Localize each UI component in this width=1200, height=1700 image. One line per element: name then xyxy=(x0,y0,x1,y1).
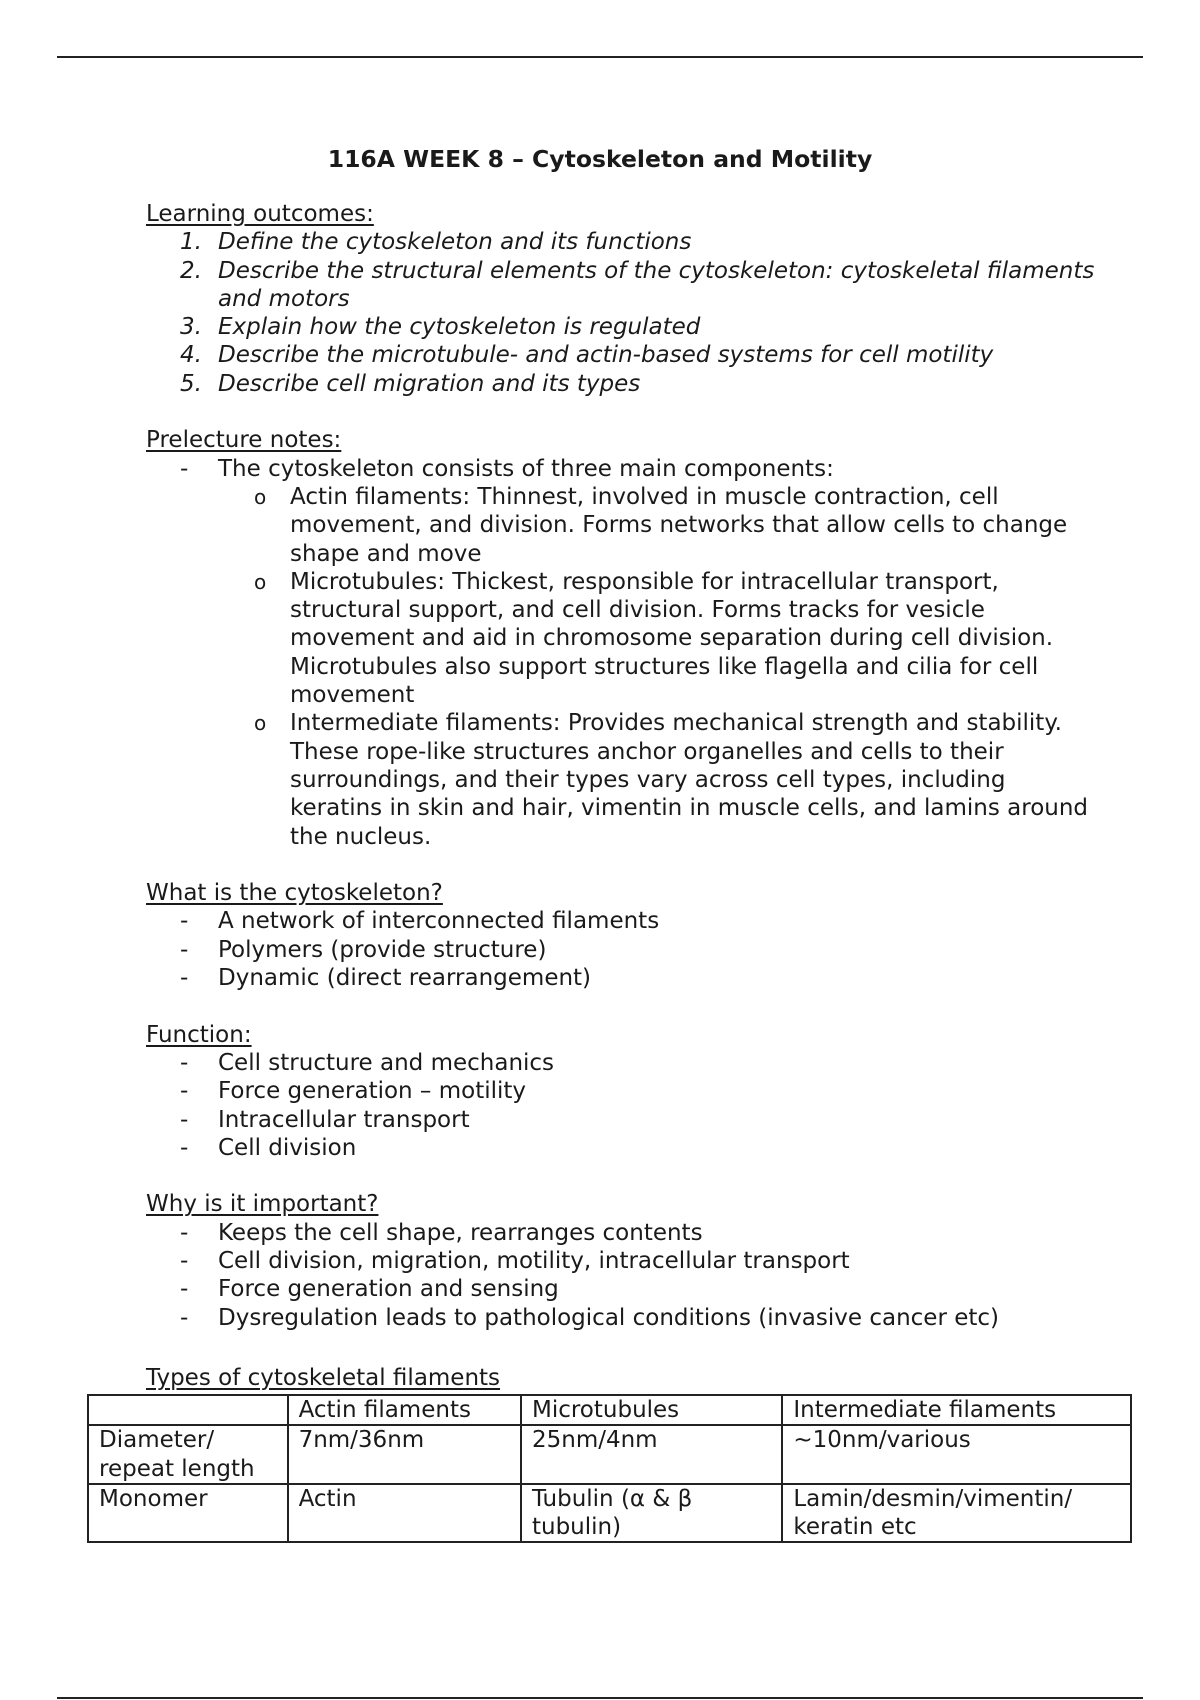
what-is-heading: What is the cytoskeleton? xyxy=(146,880,443,907)
list-item xyxy=(146,936,1096,964)
dash-bullet: - xyxy=(180,1078,189,1105)
table-row xyxy=(88,1484,1131,1543)
dash-bullet: - xyxy=(180,455,189,482)
list-item-text: Describe the structural elements of the cytoskeleton: cytoskeletal filaments and motors xyxy=(218,257,1095,312)
list-item xyxy=(146,907,1096,935)
dash-bullet: - xyxy=(180,1276,189,1303)
table-header-row xyxy=(88,1395,1131,1425)
circle-bullet-icon: o xyxy=(254,484,267,509)
dash-bullet: - xyxy=(180,908,189,935)
sub-list-item xyxy=(146,483,1096,568)
list-item-text: Keeps the cell shape, rearranges contents xyxy=(218,1219,703,1246)
what-is-list xyxy=(146,907,1096,992)
list-item-text: Polymers (provide structure) xyxy=(218,936,547,963)
list-item xyxy=(146,1275,1096,1303)
dash-bullet: - xyxy=(180,1247,189,1274)
list-item-text: Cell structure and mechanics xyxy=(218,1049,555,1076)
table-header-cell: Actin filaments xyxy=(288,1395,521,1425)
page-title: 116A WEEK 8 – Cytoskeleton and Motility xyxy=(327,145,873,173)
table-cell: Tubulin (α & β tubulin) xyxy=(521,1484,782,1543)
table-row xyxy=(88,1425,1131,1484)
list-item xyxy=(146,370,1096,398)
prelecture-list xyxy=(146,455,1096,851)
learning-outcomes-list xyxy=(146,228,1096,398)
table-cell: Lamin/desmin/vimentin/ keratin etc xyxy=(782,1484,1131,1543)
component-intermediate: Intermediate filaments: Provides mechanical strength and stability. These rope-like structures anchor organelles and cells to their surroundings, and their types vary across cell types, including keratins in skin and hair, vimentin in muscle cells, and lamins around the nucleus. xyxy=(290,710,1089,850)
list-item-text: Cell division xyxy=(218,1134,357,1161)
list-item xyxy=(146,1219,1096,1247)
list-number: 3. xyxy=(180,314,202,341)
list-item-text: A network of interconnected filaments xyxy=(218,908,660,935)
list-item xyxy=(146,257,1096,314)
table-header-cell: Microtubules xyxy=(521,1395,782,1425)
list-item xyxy=(146,455,1096,851)
list-item-text: Describe cell migration and its types xyxy=(218,370,641,397)
table-cell: Actin xyxy=(288,1484,521,1543)
circle-bullet-icon: o xyxy=(254,569,267,594)
table-cell: ~10nm/various xyxy=(782,1425,1131,1484)
list-item-text: Dynamic (direct rearrangement) xyxy=(218,965,592,992)
list-item-text: Cell division, migration, motility, intracellular transport xyxy=(218,1247,850,1274)
list-item xyxy=(146,1106,1096,1134)
list-item xyxy=(146,1304,1096,1332)
table-cell: Monomer xyxy=(88,1484,288,1543)
bottom-rule xyxy=(57,1697,1143,1699)
component-sublist xyxy=(218,483,1096,851)
list-item-text: Intracellular transport xyxy=(218,1106,470,1133)
table-cell: 25nm/4nm xyxy=(521,1425,782,1484)
dash-bullet: - xyxy=(180,1304,189,1331)
list-item xyxy=(146,1247,1096,1275)
dash-bullet: - xyxy=(180,965,189,992)
prelecture-intro: The cytoskeleton consists of three main components: xyxy=(218,455,834,482)
list-item xyxy=(146,1077,1096,1105)
list-item-text: Explain how the cytoskeleton is regulated xyxy=(218,314,701,341)
function-list xyxy=(146,1049,1096,1162)
list-item-text: Dysregulation leads to pathological conditions (invasive cancer etc) xyxy=(218,1304,1000,1331)
sub-list-item xyxy=(146,709,1096,850)
top-rule xyxy=(57,56,1143,58)
dash-bullet: - xyxy=(180,1106,189,1133)
list-number: 5. xyxy=(180,370,202,397)
list-item-text: Force generation and sensing xyxy=(218,1276,559,1303)
circle-bullet-icon: o xyxy=(254,711,267,736)
list-item xyxy=(146,341,1096,369)
prelecture-heading: Prelecture notes: xyxy=(146,427,342,454)
list-item-text: Describe the microtubule- and actin-based systems for cell motility xyxy=(218,342,994,369)
learning-outcomes-heading: Learning outcomes: xyxy=(146,201,374,227)
table-caption: Types of cytoskeletal filaments xyxy=(146,1365,501,1391)
list-item xyxy=(146,313,1096,341)
why-important-heading: Why is it important? xyxy=(146,1191,379,1218)
table-cell: Diameter/ repeat length xyxy=(88,1425,288,1484)
list-item xyxy=(146,228,1096,256)
sub-list-item xyxy=(146,568,1096,709)
function-heading: Function: xyxy=(146,1021,252,1048)
list-number: 1. xyxy=(180,229,202,256)
why-important-list xyxy=(146,1219,1096,1332)
table-header-cell xyxy=(88,1395,288,1425)
table-cell: 7nm/36nm xyxy=(288,1425,521,1484)
list-item xyxy=(146,1134,1096,1162)
list-item-text: Force generation – motility xyxy=(218,1078,527,1105)
filament-types-table xyxy=(87,1394,1132,1543)
dash-bullet: - xyxy=(180,1219,189,1246)
dash-bullet: - xyxy=(180,936,189,963)
list-item xyxy=(146,964,1096,992)
list-number: 2. xyxy=(180,257,202,284)
document-body xyxy=(146,200,1096,1332)
table-header-cell: Intermediate filaments xyxy=(782,1395,1131,1425)
dash-bullet: - xyxy=(180,1134,189,1161)
list-number: 4. xyxy=(180,342,202,369)
component-microtubules: Microtubules: Thickest, responsible for intracellular transport, structural support, and cell division. Forms tracks for vesicle movement and aid in chromosome separation during cell division. Microtubules also support structures like flagella and cilia for cell movement xyxy=(290,568,1054,709)
list-item-text: Define the cytoskeleton and its functions xyxy=(218,229,692,256)
dash-bullet: - xyxy=(180,1049,189,1076)
component-actin: Actin filaments: Thinnest, involved in muscle contraction, cell movement, and division. Forms networks that allow cells to change shape and move xyxy=(290,483,1068,567)
list-item xyxy=(146,1049,1096,1077)
